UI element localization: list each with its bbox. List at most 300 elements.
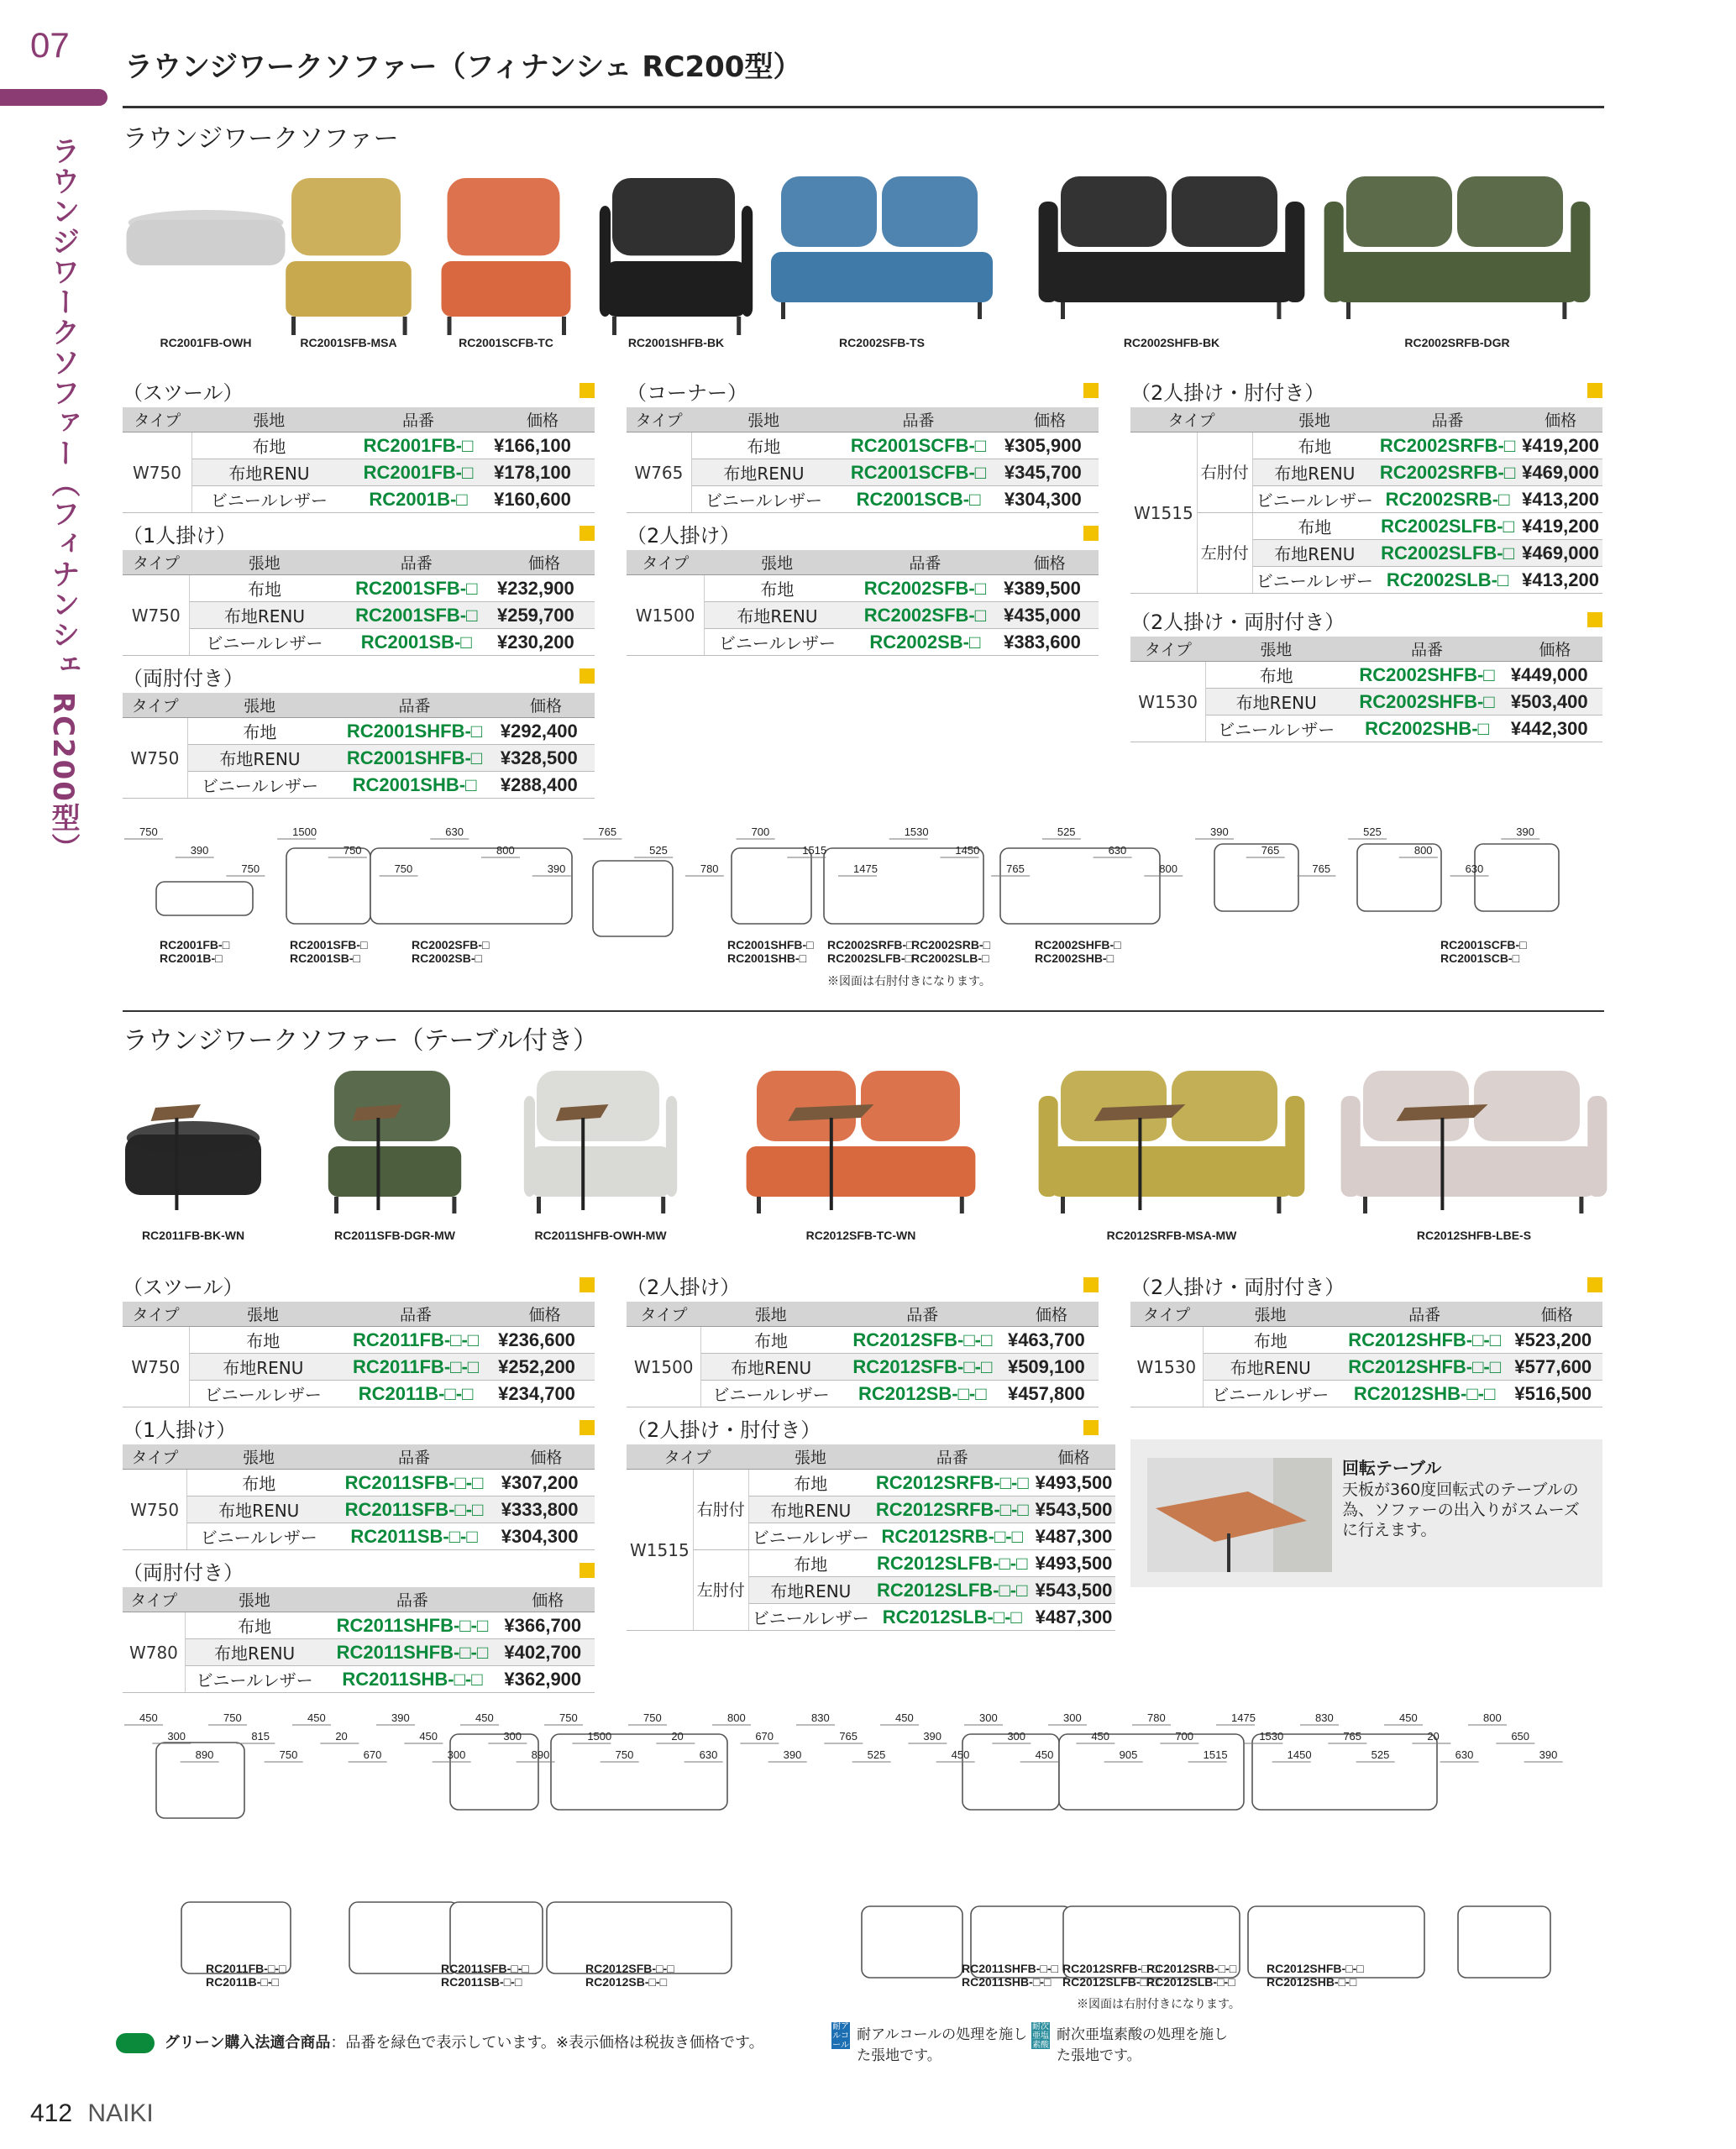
code-cell: RC2002SLFB-□ [1377, 540, 1518, 567]
table-body [1130, 407, 1602, 594]
table-heading [123, 1411, 595, 1444]
price-cell: ¥435,000 [1000, 602, 1099, 629]
dimension-number: 525 [1363, 826, 1382, 838]
table-header-cell: 張地 [185, 1587, 323, 1612]
dimension-number: 1515 [802, 844, 827, 857]
dimension-number: 800 [496, 844, 515, 857]
type-cell: W750 [123, 1470, 187, 1550]
code-cell: RC2001SCFB-□ [836, 432, 1001, 459]
table-header-cell: 張地 [705, 550, 850, 575]
price-cell: ¥304,300 [1001, 486, 1099, 513]
table-header-cell: 価格 [1000, 550, 1099, 575]
table-header-cell: 品番 [339, 550, 494, 575]
code-cell: RC2012SFB-□-□ [841, 1354, 1004, 1381]
table-row [123, 575, 595, 602]
price-cell: ¥160,600 [490, 486, 595, 513]
price-cell: ¥307,200 [498, 1470, 595, 1496]
table-row [123, 1666, 595, 1693]
price-cell: ¥234,700 [495, 1381, 595, 1407]
page-title: ラウンジワークソファー（フィナンシェ RC200型） [124, 50, 802, 84]
dimension-number: 890 [195, 1748, 214, 1761]
code-cell: RC2012SFB-□-□ [841, 1327, 1004, 1354]
outline-shape [370, 848, 572, 924]
dimension-note: ※図面は右肘付きになります。 [1077, 1997, 1240, 2010]
dimension-number: 390 [190, 844, 209, 857]
table-title: （両肘付き） [123, 666, 244, 690]
material-cell: ビニールレザー [190, 629, 339, 656]
code-cell: RC2012SHB-□-□ [1338, 1381, 1512, 1407]
price-cell: ¥232,900 [494, 575, 595, 602]
price-table [1130, 374, 1602, 594]
dimension-label: RC2002SHFB-□ RC2002SHB-□ [1035, 938, 1121, 965]
table-row [123, 459, 595, 486]
material-cell: ビニールレザー [187, 1523, 330, 1550]
dimension-number: 1475 [1231, 1711, 1256, 1724]
footer [116, 2031, 764, 2053]
table-header-row [123, 407, 595, 432]
dimension-number: 890 [531, 1748, 550, 1761]
table-row [1130, 662, 1602, 689]
code-cell: RC2001FB-□ [346, 432, 490, 459]
table-heading [627, 1268, 1099, 1302]
code-cell: RC2011SHFB-□-□ [323, 1612, 501, 1639]
code-cell: RC2002SLFB-□ [1377, 513, 1518, 540]
table-body [123, 1587, 595, 1693]
table-header-cell: 張地 [187, 1444, 330, 1470]
yellow-square-icon [580, 668, 595, 684]
page-number-line [30, 2099, 154, 2128]
table-header-cell: タイプ [1130, 407, 1252, 432]
table-body [123, 1302, 595, 1407]
dimension-number: 390 [1210, 826, 1229, 838]
section-rule [123, 1010, 1604, 1012]
outline-shape [862, 1906, 962, 1978]
table-header-cell: 品番 [1377, 407, 1518, 432]
table-row [123, 486, 595, 513]
dimension-number: 830 [811, 1711, 830, 1724]
product-caption: RC2012SFB-TC-WN [805, 1229, 916, 1242]
material-cell: 布地RENU [1252, 459, 1377, 486]
table-header-cell: 張地 [1252, 407, 1377, 432]
dimension-number: 450 [1399, 1711, 1418, 1724]
dimension-number: 1530 [904, 826, 929, 838]
table-header-cell: タイプ [123, 1587, 185, 1612]
type-cell: W1500 [627, 575, 705, 656]
product-photo [521, 1054, 680, 1222]
price-cell: ¥362,900 [501, 1666, 595, 1693]
table-header-cell: タイプ [627, 1444, 748, 1470]
table-header-cell: 品番 [330, 1444, 498, 1470]
table-header-cell: 張地 [691, 407, 836, 432]
price-cell: ¥509,100 [1004, 1354, 1099, 1381]
yellow-square-icon [1587, 1277, 1602, 1292]
dimension-number: 780 [700, 862, 719, 875]
table-heading [123, 516, 595, 550]
product-photo [433, 160, 580, 344]
material-cell: 布地RENU [189, 1354, 337, 1381]
dimension-number: 800 [727, 1711, 746, 1724]
type-cell: W1530 [1130, 662, 1206, 742]
outline-shape [1214, 844, 1298, 911]
dimension-number: 1500 [292, 826, 317, 838]
dimension-number: 750 [223, 1711, 242, 1724]
outline-shape [286, 848, 370, 924]
dimension-number: 750 [343, 844, 362, 857]
code-cell: RC2012SHFB-□-□ [1338, 1327, 1512, 1354]
code-cell: RC2002SHFB-□ [1346, 662, 1508, 689]
material-cell: 布地 [187, 1470, 330, 1496]
table-header-cell: 価格 [501, 1587, 595, 1612]
rotate-table-photo [1147, 1458, 1332, 1572]
dimension-number: 630 [1455, 1748, 1474, 1761]
table-header-row [1130, 1302, 1602, 1327]
table-header-cell: 張地 [187, 693, 332, 718]
dimension-number: 450 [895, 1711, 914, 1724]
table-title: （両肘付き） [123, 1560, 244, 1585]
material-cell: 布地 [748, 1470, 873, 1496]
table-row [123, 602, 595, 629]
dimension-number: 780 [1147, 1711, 1166, 1724]
dimension-label: RC2001FB-□ RC2001B-□ [160, 938, 230, 965]
table-row [627, 1327, 1099, 1354]
code-cell: RC2011SB-□-□ [330, 1523, 498, 1550]
table-header-cell: タイプ [123, 693, 187, 718]
code-cell: RC2001SHFB-□ [332, 718, 497, 745]
table-title: （2人掛け・肘付き） [627, 1418, 821, 1442]
table-header-cell: タイプ [123, 1302, 189, 1327]
code-cell: RC2012SB-□-□ [841, 1381, 1004, 1407]
code-cell: RC2011SFB-□-□ [330, 1496, 498, 1523]
price-cell: ¥419,200 [1518, 513, 1602, 540]
table-header-cell: 品番 [841, 1302, 1004, 1327]
yellow-square-icon [580, 1277, 595, 1292]
table-title: （2人掛け・両肘付き） [1130, 610, 1345, 634]
yellow-square-icon [580, 1563, 595, 1578]
alcohol-resistant-icon: 耐アルコール [832, 2022, 850, 2050]
type-cell: W750 [123, 432, 192, 513]
price-table [123, 516, 595, 656]
material-cell: 布地 [691, 432, 836, 459]
price-table [123, 374, 595, 513]
price-cell: ¥469,000 [1518, 459, 1602, 486]
code-cell: RC2012SLB-□-□ [873, 1604, 1032, 1631]
table-header-cell: 価格 [490, 407, 595, 432]
code-cell: RC2001SFB-□ [339, 602, 494, 629]
price-table [627, 374, 1099, 513]
table-heading [123, 374, 595, 407]
alc-note [831, 2022, 1033, 2064]
price-cell: ¥543,500 [1032, 1577, 1116, 1604]
dimension-number: 390 [923, 1730, 942, 1743]
dimension-number: 630 [1465, 862, 1484, 875]
dimension-number: 390 [547, 862, 566, 875]
product-caption: RC2002SRFB-DGR [1404, 336, 1510, 349]
table-heading [123, 1554, 595, 1587]
price-cell: ¥389,500 [1000, 575, 1099, 602]
table-heading [1130, 1268, 1602, 1302]
price-cell: ¥442,300 [1508, 715, 1602, 742]
product-caption: RC2011FB-BK-WN [141, 1229, 245, 1242]
yellow-square-icon [1083, 1277, 1099, 1292]
table-title: （スツール） [123, 380, 244, 405]
dimension-label: RC2012SFB-□-□ RC2012SB-□-□ [585, 1962, 674, 1989]
table-row [123, 1470, 595, 1496]
table-header-cell: 価格 [1032, 1444, 1116, 1470]
price-table [627, 516, 1099, 656]
table-header-cell: タイプ [627, 1302, 701, 1327]
dimension-number: 450 [475, 1711, 494, 1724]
material-cell: ビニールレザー [705, 629, 850, 656]
product-caption: RC2001SHFB-BK [627, 336, 725, 349]
table-row [627, 575, 1099, 602]
yellow-square-icon [1083, 1420, 1099, 1435]
dimension-number: 1475 [853, 862, 878, 875]
price-cell: ¥304,300 [498, 1523, 595, 1550]
table-title: （2人掛け・両肘付き） [1130, 1275, 1345, 1299]
material-cell: ビニールレザー [691, 486, 836, 513]
outline-shape [551, 1734, 727, 1810]
table-row [123, 1327, 595, 1354]
material-cell: 布地 [185, 1612, 323, 1639]
code-cell: RC2001SCB-□ [836, 486, 1001, 513]
price-cell: ¥366,700 [501, 1612, 595, 1639]
dimension-label: RC2002SRFB-□ RC2002SLFB-□ [827, 938, 914, 965]
table-header-cell: 品番 [1346, 637, 1508, 662]
material-cell: 布地RENU [701, 1354, 841, 1381]
table-header-cell: 張地 [748, 1444, 873, 1470]
dimension-label: RC2011SFB-□-□ RC2011SB-□-□ [441, 1962, 529, 1989]
dimension-number: 525 [1371, 1748, 1390, 1761]
type-cell: W750 [123, 1327, 189, 1407]
dimension-number: 450 [419, 1730, 438, 1743]
table-row [627, 486, 1099, 513]
code-cell: RC2011SFB-□-□ [330, 1470, 498, 1496]
yellow-square-icon [1083, 383, 1099, 398]
dimension-number: 1450 [1287, 1748, 1312, 1761]
table-header-row [1130, 637, 1602, 662]
yellow-square-icon [1083, 526, 1099, 541]
price-cell: ¥292,400 [497, 718, 595, 745]
arm-side-cell: 右肘付 [693, 1470, 748, 1550]
material-cell: ビニールレザー [187, 772, 332, 799]
outline-shape [447, 1734, 538, 1810]
brand: NAIKI [87, 2099, 154, 2127]
code-cell: RC2012SRB-□-□ [873, 1523, 1032, 1550]
table-header-cell: 品番 [337, 1302, 495, 1327]
table-row [123, 1354, 595, 1381]
material-cell: 布地 [701, 1327, 841, 1354]
outline-shape [1475, 844, 1559, 911]
table-body [123, 693, 595, 799]
price-cell: ¥413,200 [1518, 486, 1602, 513]
product-caption: RC2002SHFB-BK [1123, 336, 1220, 349]
dimension-number: 765 [1261, 844, 1280, 857]
table-heading [627, 1411, 1099, 1444]
table-heading [1130, 374, 1602, 407]
table-body [627, 1444, 1115, 1631]
dimension-number: 300 [503, 1730, 522, 1743]
table-header-cell: 品番 [836, 407, 1001, 432]
product-photo [1335, 1054, 1613, 1222]
product-photo [756, 160, 1008, 328]
table-body [1130, 1302, 1602, 1407]
dimension-number: 300 [1063, 1711, 1082, 1724]
dimension-label: RC2012SRB-□-□ RC2012SLB-□-□ [1146, 1962, 1237, 1989]
code-cell: RC2012SLFB-□-□ [873, 1577, 1032, 1604]
outline-shape [593, 861, 673, 936]
type-cell: W1500 [627, 1327, 701, 1407]
product-caption: RC2012SRFB-MSA-MW [1106, 1229, 1237, 1242]
table-header-cell: 品番 [332, 693, 497, 718]
dimension-number: 20 [335, 1730, 348, 1743]
code-cell: RC2002SRB-□ [1377, 486, 1518, 513]
dimension-number: 700 [1175, 1730, 1194, 1743]
price-table [123, 1554, 595, 1693]
table-header-row [123, 550, 595, 575]
material-cell: ビニールレザー [192, 486, 346, 513]
yellow-square-icon [1587, 383, 1602, 398]
product-photo [1033, 1054, 1310, 1222]
code-cell: RC2001SHFB-□ [332, 745, 497, 772]
dimension-number: 765 [839, 1730, 858, 1743]
material-cell: ビニールレザー [701, 1381, 841, 1407]
product-caption: RC2002SFB-TS [839, 336, 925, 349]
material-cell: 布地 [705, 575, 850, 602]
product-photo [118, 160, 294, 286]
material-cell: 布地RENU [185, 1639, 323, 1666]
table-header-row [123, 693, 595, 718]
material-cell: 布地RENU [691, 459, 836, 486]
dimension-number: 20 [671, 1730, 684, 1743]
outline-shape [1059, 1734, 1244, 1810]
material-cell: ビニールレザー [189, 1381, 337, 1407]
table-header-cell: 品番 [323, 1587, 501, 1612]
type-cell: W1515 [627, 1470, 693, 1631]
chapter-bar [0, 89, 108, 106]
dimension-number: 650 [1511, 1730, 1530, 1743]
table-title: （2人掛け） [627, 1275, 741, 1299]
dimension-number: 750 [559, 1711, 578, 1724]
section1-title: ラウンジワークソファー [123, 124, 399, 154]
table-header-cell: 価格 [1518, 407, 1602, 432]
table-header-cell: タイプ [123, 407, 192, 432]
table-header-cell: 品番 [1338, 1302, 1512, 1327]
table-header-cell: 価格 [1004, 1302, 1099, 1327]
price-table [123, 1411, 595, 1550]
code-cell: RC2002SRFB-□ [1377, 459, 1518, 486]
dimension-number: 300 [447, 1748, 466, 1761]
price-cell: ¥469,000 [1518, 540, 1602, 567]
table-header-row [123, 1302, 595, 1327]
dimension-label: RC2011FB-□-□ RC2011B-□-□ [206, 1962, 286, 1989]
price-cell: ¥493,500 [1032, 1550, 1116, 1577]
table-header-row [123, 1444, 595, 1470]
table-row [123, 772, 595, 799]
type-cell: W1530 [1130, 1327, 1203, 1407]
table-header-cell: 価格 [494, 550, 595, 575]
chlorine-resistant-icon: 耐次亜塩素酸 [1032, 2022, 1050, 2050]
dimension-number: 525 [1057, 826, 1076, 838]
material-cell: 布地RENU [1203, 1354, 1338, 1381]
table-header-cell: 価格 [498, 1444, 595, 1470]
code-cell: RC2012SRFB-□-□ [873, 1470, 1032, 1496]
table-header-cell: 価格 [495, 1302, 595, 1327]
table-title: （2人掛け） [627, 523, 741, 548]
rotate-table-box [1130, 1439, 1602, 1587]
price-cell: ¥419,200 [1518, 432, 1602, 459]
price-table [1130, 603, 1602, 742]
table-row [123, 1496, 595, 1523]
rotate-table-image [1147, 1458, 1332, 1572]
product-caption: RC2011SHFB-OWH-MW [534, 1229, 667, 1242]
product-photo [1033, 160, 1310, 328]
outline-shape [824, 848, 983, 924]
dimension-number: 750 [615, 1748, 634, 1761]
dimension-number: 1530 [1259, 1730, 1284, 1743]
type-cell: W780 [123, 1612, 185, 1693]
price-cell: ¥503,400 [1508, 689, 1602, 715]
material-cell: 布地RENU [190, 602, 339, 629]
material-cell: ビニールレザー [748, 1604, 873, 1631]
dimension-number: 1500 [587, 1730, 612, 1743]
dimension-number: 750 [394, 862, 413, 875]
outline-shape [1252, 1734, 1437, 1810]
dimension-label: RC2002SFB-□ RC2002SB-□ [412, 938, 490, 965]
chl-text: 耐次亜塩素酸の処理を施した張地です。 [1057, 2026, 1229, 2064]
code-cell: RC2002SLB-□ [1377, 567, 1518, 594]
table-row [1130, 513, 1602, 540]
table-title: （1人掛け） [123, 1418, 237, 1442]
material-cell: 布地 [192, 432, 346, 459]
code-cell: RC2012SLFB-□-□ [873, 1550, 1032, 1577]
price-cell: ¥523,200 [1511, 1327, 1602, 1354]
code-cell: RC2011B-□-□ [337, 1381, 495, 1407]
price-cell: ¥487,300 [1032, 1604, 1116, 1631]
product-caption: RC2011SFB-DGR-MW [334, 1229, 455, 1242]
table-header-cell: 品番 [873, 1444, 1032, 1470]
table-header-cell: タイプ [1130, 637, 1206, 662]
table-row [1130, 432, 1602, 459]
table-heading [627, 374, 1099, 407]
product-caption: RC2012SHFB-LBE-S [1416, 1229, 1532, 1242]
green-label: グリーン購入法適合商品 [164, 2034, 331, 2052]
dimension-number: 450 [1035, 1748, 1054, 1761]
material-cell: 布地RENU [192, 459, 346, 486]
table-header-row [123, 1587, 595, 1612]
dimension-number: 1515 [1203, 1748, 1228, 1761]
price-cell: ¥166,100 [490, 432, 595, 459]
table-body [123, 550, 595, 656]
dimension-number: 700 [751, 826, 770, 838]
section2-title: ラウンジワークソファー（テーブル付き） [123, 1026, 598, 1056]
price-cell: ¥333,800 [498, 1496, 595, 1523]
table-heading [627, 516, 1099, 550]
rotate-table-title: 回転テーブル [1342, 1458, 1442, 1478]
material-cell: 布地RENU [187, 745, 332, 772]
dimension-label: RC2001SCFB-□ RC2001SCB-□ [1440, 938, 1527, 965]
dimension-number: 450 [951, 1748, 970, 1761]
dimension-number: 525 [867, 1748, 886, 1761]
code-cell: RC2002SRFB-□ [1377, 432, 1518, 459]
product-photo [277, 160, 420, 344]
table-header-cell: 品番 [346, 407, 490, 432]
dimension-number: 670 [363, 1748, 382, 1761]
table-header-cell: 張地 [1206, 637, 1346, 662]
table-row [627, 1470, 1115, 1496]
table-header-row [1130, 407, 1602, 432]
price-cell: ¥259,700 [494, 602, 595, 629]
table-row [123, 1612, 595, 1639]
